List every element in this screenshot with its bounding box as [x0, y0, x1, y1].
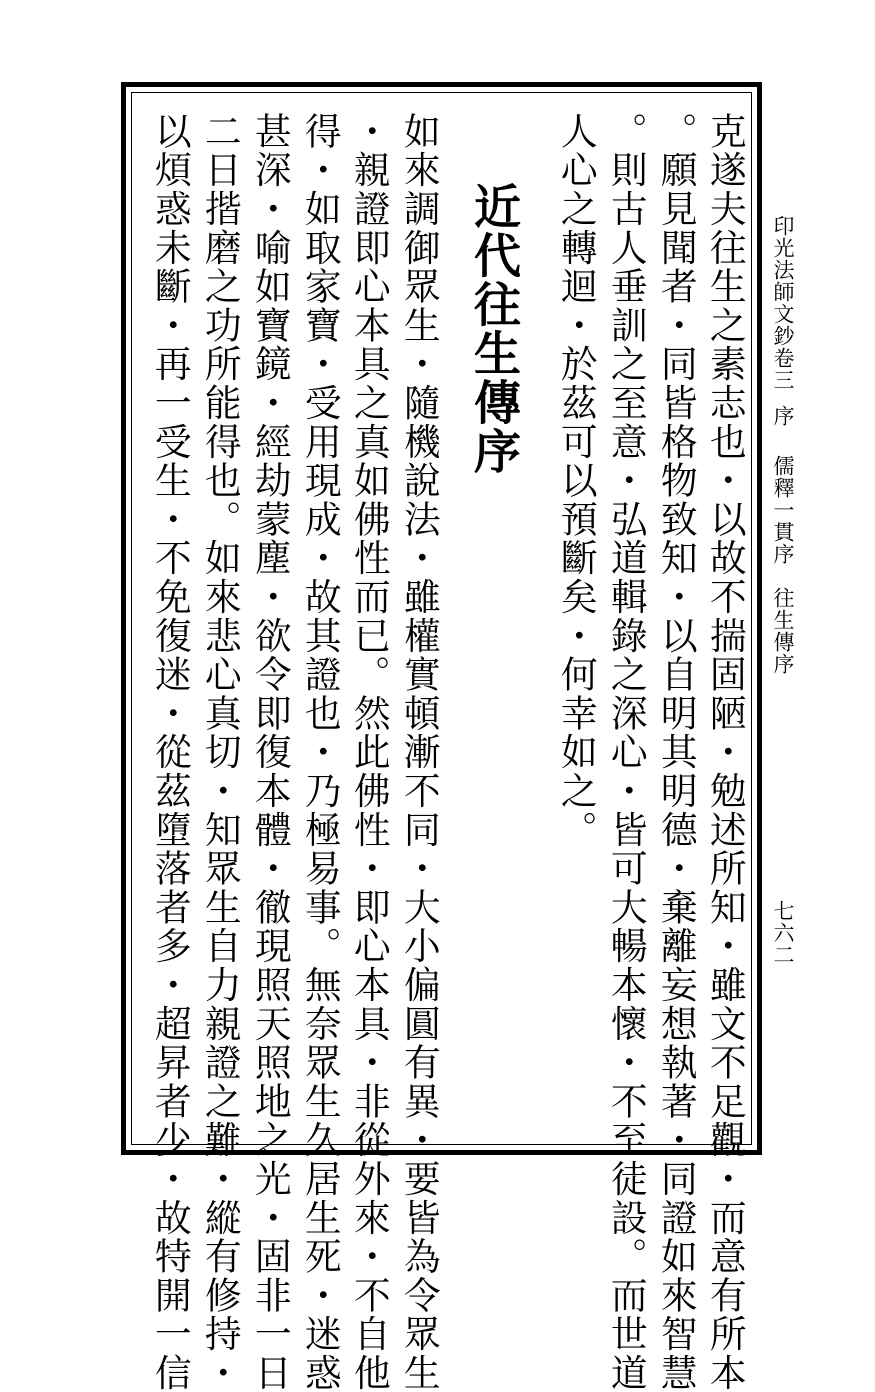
text-column-1: 克遂夫往生之素志也・以故不揣固陋・勉述所知・雖文不足觀・而意有所本: [703, 112, 747, 1392]
text-column-9: 二日揩磨之功所能得也。如來悲心真切・知眾生自力親證之難・縱有修持・: [198, 112, 242, 1392]
text-column-7: 得・如取家寶・受用現成・故其證也・乃極易事。無奈眾生久居生死・迷惑: [298, 112, 342, 1392]
section-heading: 近代往生傳序: [466, 182, 521, 476]
text-column-5: 如來調御眾生・隨機說法・雖權實頓漸不同・大小偏圓有異・要皆為令眾生: [397, 112, 441, 1392]
text-column-4: 人心之轉迴・於茲可以預斷矣・何幸如之。: [554, 112, 598, 850]
text-column-8: 甚深・喻如寶鏡・經劫蒙塵・欲令即復本體・徹現照天照地之光・固非一日: [248, 112, 292, 1392]
running-head-book: 印光法師文鈔卷三: [771, 215, 795, 391]
text-column-2: 。願見聞者・同皆格物致知・以自明其明德・棄離妄想執著・同證如來智慧: [654, 112, 698, 1392]
text-column-6: ・親證即心本具之真如佛性而已。然此佛性・即心本具・非從外來・不自他: [347, 112, 391, 1392]
page-number: 七六二: [771, 900, 795, 966]
running-head-section: 序: [771, 405, 795, 427]
running-head-subsection: 儒釋一貫序 往生傳序: [771, 455, 795, 675]
text-column-10: 以煩惑未斷・再一受生・不免復迷・從茲墮落者多・超昇者少・故特開一信: [148, 112, 192, 1392]
text-column-3: 。則古人垂訓之至意・弘道輯錄之深心・皆可大暢本懷・不至徒設。而世道: [604, 112, 648, 1392]
